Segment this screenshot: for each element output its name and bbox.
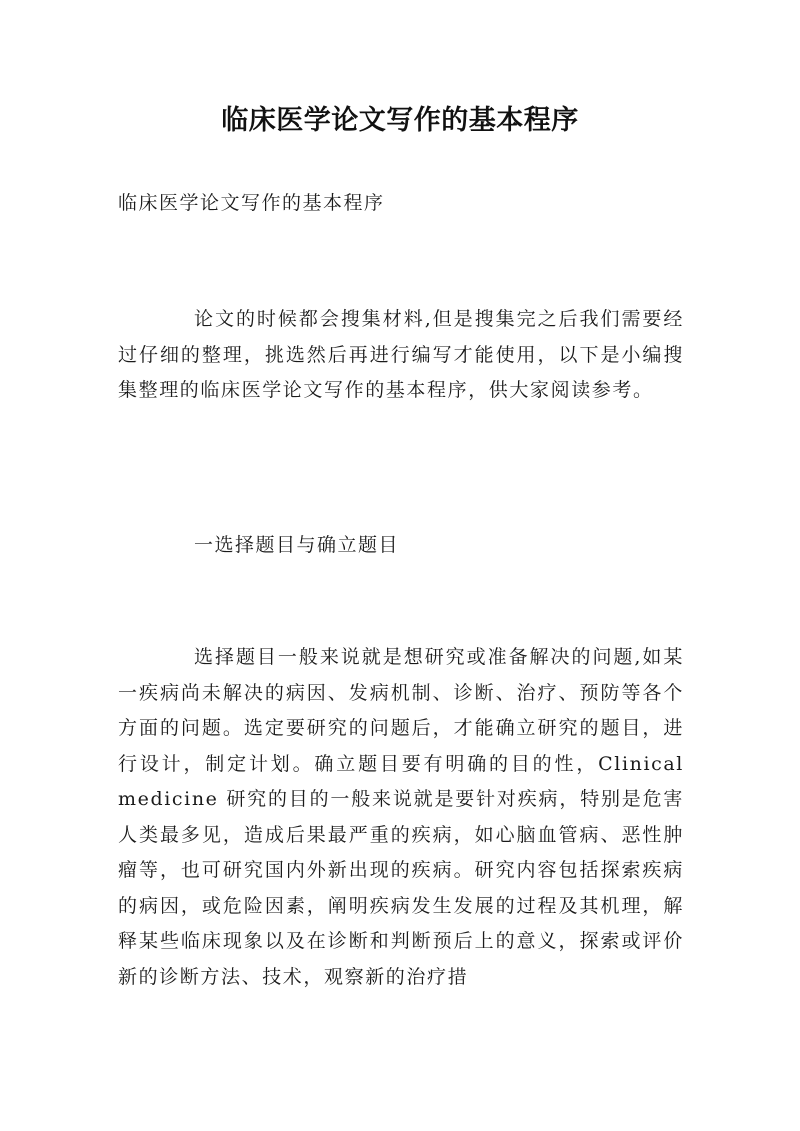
document-subtitle: 临床医学论文写作的基本程序	[118, 192, 385, 214]
intro-paragraph: 论文的时候都会搜集材料,但是搜集完之后我们需要经过仔细的整理，挑选然后再进行编写才能使用，以下是小编搜集整理的临床医学论文写作的基本程序，供大家阅读参考。	[118, 308, 684, 401]
section-heading: 一选择题目与确立题目	[194, 534, 400, 556]
section-body-paragraph: 选择题目一般来说就是想研究或准备解决的问题,如某一疾病尚未解决的病因、发病机制、诊断、治疗、预防等各个方面的问题。选定要研究的问题后，才能确立研究的题目，进行设计，制定计划。确立题目要有明确的目的性，Clinical medicine 研究的目的一般来说就是要针对疾病，特别是危害人类最多见，造成后果最严重的疾病，如心脑血管病、恶性肿瘤等，也可研究国内外新出现的疾病。研究内容包括探索疾病的病因，或危险因素，阐明疾病发生发展的过程及其机理，解释某些临床现象以及在诊断和判断预后上的意义，探索或评价新的诊断方法、技术，观察新的治疗措	[118, 646, 684, 988]
document-title: 临床医学论文写作的基本程序	[221, 105, 579, 136]
